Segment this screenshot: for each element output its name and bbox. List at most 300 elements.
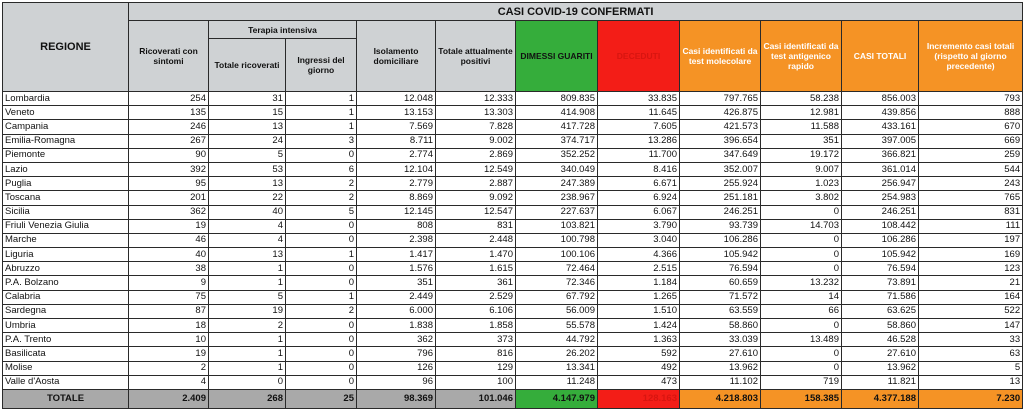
molecolare-cell: 106.286 [680, 233, 761, 247]
ingressi-cell: 0 [286, 219, 357, 233]
ingressi-cell: 0 [286, 276, 357, 290]
ingressi-cell: 0 [286, 375, 357, 389]
isolamento-cell: 362 [357, 333, 436, 347]
ricoverati-cell: 392 [129, 162, 209, 176]
deceduti-cell: 1.363 [598, 333, 680, 347]
isolamento-cell: 6.000 [357, 304, 436, 318]
incremento-cell: 888 [919, 106, 1023, 120]
incremento-cell: 197 [919, 233, 1023, 247]
isolamento-cell: 351 [357, 276, 436, 290]
table-row [3, 177, 1023, 191]
antigenico-cell: 0 [761, 248, 842, 262]
incremento-header: Incremento casi totali (rispetto al giorno precedente) [919, 21, 1023, 92]
ricoverati-cell: 201 [129, 191, 209, 205]
region-name: P.A. Trento [3, 333, 129, 347]
antigenico-cell: 11.588 [761, 120, 842, 134]
molecolare-cell: 13.962 [680, 361, 761, 375]
ricoverati-cell: 246 [129, 120, 209, 134]
total-ingressi-cell: 25 [286, 389, 357, 408]
table-row [3, 304, 1023, 318]
region-name: Calabria [3, 290, 129, 304]
totale-ricoverati-cell: 40 [209, 205, 286, 219]
positivi-cell: 2.448 [436, 233, 516, 247]
positivi-cell: 13.303 [436, 106, 516, 120]
total-casi-totali-cell: 4.377.188 [842, 389, 919, 408]
incremento-cell: 793 [919, 92, 1023, 106]
casi-totali-cell: 856.003 [842, 92, 919, 106]
covid-cases-table [2, 2, 1023, 409]
ricoverati-cell: 38 [129, 262, 209, 276]
molecolare-cell: 352.007 [680, 162, 761, 176]
casi-totali-cell: 366.821 [842, 148, 919, 162]
region-name: Lazio [3, 162, 129, 176]
positivi-cell: 7.828 [436, 120, 516, 134]
deceduti-cell: 33.835 [598, 92, 680, 106]
molecolare-cell: 33.039 [680, 333, 761, 347]
region-name: Campania [3, 120, 129, 134]
totale-ricoverati-cell: 22 [209, 191, 286, 205]
table-row [3, 134, 1023, 148]
totale-ricoverati-cell: 13 [209, 248, 286, 262]
table-row [3, 262, 1023, 276]
antigenico-cell: 12.981 [761, 106, 842, 120]
deceduti-cell: 1.265 [598, 290, 680, 304]
antigenico-cell: 0 [761, 319, 842, 333]
incremento-cell: 765 [919, 191, 1023, 205]
ingressi-cell: 1 [286, 92, 357, 106]
antigenico-cell: 0 [761, 233, 842, 247]
isolamento-cell: 2.398 [357, 233, 436, 247]
deceduti-cell: 592 [598, 347, 680, 361]
dimessi-cell: 26.202 [516, 347, 598, 361]
incremento-cell: 544 [919, 162, 1023, 176]
totale-ricoverati-cell: 4 [209, 219, 286, 233]
totale-ricoverati-cell: 5 [209, 148, 286, 162]
table-row [3, 120, 1023, 134]
ricoverati-cell: 46 [129, 233, 209, 247]
isolamento-cell: 12.145 [357, 205, 436, 219]
ricoverati-cell: 87 [129, 304, 209, 318]
isolamento-cell: 1.417 [357, 248, 436, 262]
deceduti-cell: 3.790 [598, 219, 680, 233]
deceduti-cell: 1.184 [598, 276, 680, 290]
positivi-cell: 129 [436, 361, 516, 375]
antigenico-cell: 0 [761, 262, 842, 276]
incremento-cell: 164 [919, 290, 1023, 304]
incremento-cell: 522 [919, 304, 1023, 318]
total-ricoverati-cell: 2.409 [129, 389, 209, 408]
antigenico-cell: 719 [761, 375, 842, 389]
totale-ricoverati-cell: 1 [209, 361, 286, 375]
regione-header: REGIONE [3, 3, 129, 92]
positivi-cell: 2.529 [436, 290, 516, 304]
total-totale-ricoverati-cell: 268 [209, 389, 286, 408]
molecolare-cell: 797.765 [680, 92, 761, 106]
positivi-cell: 100 [436, 375, 516, 389]
dimessi-cell: 100.798 [516, 233, 598, 247]
total-label: TOTALE [3, 389, 129, 408]
table-row [3, 191, 1023, 205]
table-row [3, 148, 1023, 162]
region-name: Veneto [3, 106, 129, 120]
ricoverati-cell: 19 [129, 347, 209, 361]
dimessi-cell: 247.389 [516, 177, 598, 191]
region-name: Puglia [3, 177, 129, 191]
deceduti-cell: 6.924 [598, 191, 680, 205]
incremento-cell: 147 [919, 319, 1023, 333]
table-row [3, 248, 1023, 262]
isolamento-cell: 1.838 [357, 319, 436, 333]
dimessi-cell: 13.341 [516, 361, 598, 375]
dimessi-cell: 56.009 [516, 304, 598, 318]
region-name: Sicilia [3, 205, 129, 219]
deceduti-cell: 13.286 [598, 134, 680, 148]
ingressi-cell: 0 [286, 361, 357, 375]
molecolare-cell: 63.559 [680, 304, 761, 318]
positivi-cell: 2.887 [436, 177, 516, 191]
isolamento-cell: 8.869 [357, 191, 436, 205]
casi-totali-cell: 63.625 [842, 304, 919, 318]
table-row [3, 375, 1023, 389]
terapia-intensiva-header: Terapia intensiva [209, 21, 357, 39]
ricoverati-cell: 40 [129, 248, 209, 262]
dimessi-cell: 72.346 [516, 276, 598, 290]
ricoverati-cell: 75 [129, 290, 209, 304]
ricoverati-cell: 9 [129, 276, 209, 290]
antigenico-header: Casi identificati da test antigenico rapido [761, 21, 842, 92]
dimessi-cell: 374.717 [516, 134, 598, 148]
region-name: Emilia-Romagna [3, 134, 129, 148]
casi-totali-cell: 361.014 [842, 162, 919, 176]
ricoverati-cell: 18 [129, 319, 209, 333]
covid-table-container [2, 2, 1022, 416]
ricoverati-cell: 90 [129, 148, 209, 162]
antigenico-cell: 14 [761, 290, 842, 304]
molecolare-cell: 421.573 [680, 120, 761, 134]
table-row [3, 92, 1023, 106]
isolamento-cell: 2.779 [357, 177, 436, 191]
region-name: Piemonte [3, 148, 129, 162]
positivi-cell: 831 [436, 219, 516, 233]
region-name: Friuli Venezia Giulia [3, 219, 129, 233]
positivi-cell: 2.869 [436, 148, 516, 162]
totale-ricoverati-cell: 1 [209, 333, 286, 347]
ingressi-cell: 1 [286, 106, 357, 120]
molecolare-cell: 255.924 [680, 177, 761, 191]
table-row [3, 205, 1023, 219]
antigenico-cell: 0 [761, 205, 842, 219]
totale-ricoverati-cell: 13 [209, 177, 286, 191]
molecolare-cell: 27.610 [680, 347, 761, 361]
ricoverati-cell: 10 [129, 333, 209, 347]
antigenico-cell: 19.172 [761, 148, 842, 162]
incremento-cell: 123 [919, 262, 1023, 276]
antigenico-cell: 9.007 [761, 162, 842, 176]
totale-ricoverati-header: Totale ricoverati [209, 39, 286, 92]
positivi-cell: 9.092 [436, 191, 516, 205]
ingressi-cell: 5 [286, 205, 357, 219]
dimessi-cell: 11.248 [516, 375, 598, 389]
ricoverati-header: Ricoverati con sintomi [129, 21, 209, 92]
table-body [3, 92, 1023, 409]
molecolare-cell: 347.649 [680, 148, 761, 162]
totale-ricoverati-cell: 1 [209, 347, 286, 361]
incremento-cell: 670 [919, 120, 1023, 134]
table-row [3, 290, 1023, 304]
region-name: Basilicata [3, 347, 129, 361]
molecolare-cell: 11.102 [680, 375, 761, 389]
antigenico-cell: 1.023 [761, 177, 842, 191]
total-row [3, 389, 1023, 408]
deceduti-cell: 4.366 [598, 248, 680, 262]
positivi-cell: 6.106 [436, 304, 516, 318]
isolamento-cell: 796 [357, 347, 436, 361]
table-row [3, 219, 1023, 233]
region-name: Sardegna [3, 304, 129, 318]
isolamento-cell: 7.569 [357, 120, 436, 134]
molecolare-cell: 76.594 [680, 262, 761, 276]
deceduti-cell: 492 [598, 361, 680, 375]
antigenico-cell: 66 [761, 304, 842, 318]
region-name: Abruzzo [3, 262, 129, 276]
casi-totali-cell: 11.821 [842, 375, 919, 389]
positivi-cell: 361 [436, 276, 516, 290]
dimessi-cell: 414.908 [516, 106, 598, 120]
isolamento-cell: 96 [357, 375, 436, 389]
molecolare-cell: 93.739 [680, 219, 761, 233]
totale-ricoverati-cell: 2 [209, 319, 286, 333]
region-name: Valle d'Aosta [3, 375, 129, 389]
casi-totali-cell: 254.983 [842, 191, 919, 205]
casi-totali-cell: 106.286 [842, 233, 919, 247]
ingressi-cell: 1 [286, 120, 357, 134]
incremento-cell: 111 [919, 219, 1023, 233]
deceduti-cell: 6.067 [598, 205, 680, 219]
dimessi-cell: 417.728 [516, 120, 598, 134]
ingressi-cell: 3 [286, 134, 357, 148]
ingressi-cell: 2 [286, 304, 357, 318]
isolamento-cell: 13.153 [357, 106, 436, 120]
deceduti-cell: 8.416 [598, 162, 680, 176]
positivi-header: Totale attualmente positivi [436, 21, 516, 92]
positivi-cell: 12.333 [436, 92, 516, 106]
total-incremento-cell: 7.230 [919, 389, 1023, 408]
deceduti-header: DECEDUTI [598, 21, 680, 92]
deceduti-cell: 1.510 [598, 304, 680, 318]
deceduti-cell: 1.424 [598, 319, 680, 333]
table-title: CASI COVID-19 CONFERMATI [129, 3, 1023, 21]
totale-ricoverati-cell: 53 [209, 162, 286, 176]
dimessi-cell: 100.106 [516, 248, 598, 262]
table-row [3, 162, 1023, 176]
region-name: Toscana [3, 191, 129, 205]
dimessi-cell: 352.252 [516, 148, 598, 162]
totale-ricoverati-cell: 1 [209, 276, 286, 290]
dimessi-cell: 340.049 [516, 162, 598, 176]
casi-totali-cell: 256.947 [842, 177, 919, 191]
positivi-cell: 12.547 [436, 205, 516, 219]
antigenico-cell: 58.238 [761, 92, 842, 106]
ingressi-cell: 1 [286, 290, 357, 304]
isolamento-cell: 2.449 [357, 290, 436, 304]
ingressi-cell: 2 [286, 177, 357, 191]
deceduti-cell: 6.671 [598, 177, 680, 191]
region-name: P.A. Bolzano [3, 276, 129, 290]
casi-totali-cell: 27.610 [842, 347, 919, 361]
incremento-cell: 13 [919, 375, 1023, 389]
incremento-cell: 169 [919, 248, 1023, 262]
casi-totali-cell: 73.891 [842, 276, 919, 290]
totale-ricoverati-cell: 1 [209, 262, 286, 276]
total-molecolare-cell: 4.218.803 [680, 389, 761, 408]
casi-totali-cell: 246.251 [842, 205, 919, 219]
ingressi-header: Ingressi del giorno [286, 39, 357, 92]
isolamento-cell: 1.576 [357, 262, 436, 276]
casi-totali-cell: 108.442 [842, 219, 919, 233]
total-positivi-cell: 101.046 [436, 389, 516, 408]
region-name: Umbria [3, 319, 129, 333]
dimessi-cell: 809.835 [516, 92, 598, 106]
totale-ricoverati-cell: 13 [209, 120, 286, 134]
total-isolamento-cell: 98.369 [357, 389, 436, 408]
molecolare-cell: 426.875 [680, 106, 761, 120]
casi-totali-cell: 58.860 [842, 319, 919, 333]
molecolare-cell: 105.942 [680, 248, 761, 262]
positivi-cell: 373 [436, 333, 516, 347]
antigenico-cell: 13.232 [761, 276, 842, 290]
deceduti-cell: 11.700 [598, 148, 680, 162]
ingressi-cell: 0 [286, 233, 357, 247]
incremento-cell: 243 [919, 177, 1023, 191]
isolamento-cell: 126 [357, 361, 436, 375]
incremento-cell: 669 [919, 134, 1023, 148]
ingressi-cell: 0 [286, 319, 357, 333]
table-row [3, 106, 1023, 120]
ricoverati-cell: 19 [129, 219, 209, 233]
totale-ricoverati-cell: 31 [209, 92, 286, 106]
dimessi-cell: 55.578 [516, 319, 598, 333]
molecolare-header: Casi identificati da test molecolare [680, 21, 761, 92]
deceduti-cell: 3.040 [598, 233, 680, 247]
positivi-cell: 9.002 [436, 134, 516, 148]
ricoverati-cell: 4 [129, 375, 209, 389]
ricoverati-cell: 135 [129, 106, 209, 120]
positivi-cell: 12.549 [436, 162, 516, 176]
antigenico-cell: 3.802 [761, 191, 842, 205]
totale-ricoverati-cell: 4 [209, 233, 286, 247]
region-name: Molise [3, 361, 129, 375]
ingressi-cell: 0 [286, 333, 357, 347]
positivi-cell: 816 [436, 347, 516, 361]
total-antigenico-cell: 158.385 [761, 389, 842, 408]
casi-totali-cell: 433.161 [842, 120, 919, 134]
deceduti-cell: 473 [598, 375, 680, 389]
region-name: Liguria [3, 248, 129, 262]
table-row [3, 361, 1023, 375]
totale-ricoverati-cell: 24 [209, 134, 286, 148]
table-row [3, 347, 1023, 361]
total-dimessi-cell: 4.147.979 [516, 389, 598, 408]
dimessi-cell: 67.792 [516, 290, 598, 304]
dimessi-cell: 44.792 [516, 333, 598, 347]
deceduti-cell: 11.645 [598, 106, 680, 120]
dimessi-cell: 103.821 [516, 219, 598, 233]
deceduti-cell: 2.515 [598, 262, 680, 276]
ingressi-cell: 2 [286, 191, 357, 205]
isolamento-header: Isolamento domiciliare [357, 21, 436, 92]
molecolare-cell: 251.181 [680, 191, 761, 205]
region-name: Marche [3, 233, 129, 247]
ingressi-cell: 0 [286, 347, 357, 361]
ingressi-cell: 1 [286, 248, 357, 262]
isolamento-cell: 12.048 [357, 92, 436, 106]
casi-totali-cell: 76.594 [842, 262, 919, 276]
antigenico-cell: 0 [761, 347, 842, 361]
ricoverati-cell: 254 [129, 92, 209, 106]
casi-totali-header: CASI TOTALI [842, 21, 919, 92]
table-row [3, 319, 1023, 333]
dimessi-header: DIMESSI GUARITI [516, 21, 598, 92]
totale-ricoverati-cell: 19 [209, 304, 286, 318]
positivi-cell: 1.858 [436, 319, 516, 333]
molecolare-cell: 60.659 [680, 276, 761, 290]
molecolare-cell: 396.654 [680, 134, 761, 148]
molecolare-cell: 58.860 [680, 319, 761, 333]
antigenico-cell: 351 [761, 134, 842, 148]
ingressi-cell: 6 [286, 162, 357, 176]
totale-ricoverati-cell: 5 [209, 290, 286, 304]
molecolare-cell: 246.251 [680, 205, 761, 219]
isolamento-cell: 2.774 [357, 148, 436, 162]
casi-totali-cell: 439.856 [842, 106, 919, 120]
casi-totali-cell: 46.528 [842, 333, 919, 347]
ingressi-cell: 0 [286, 262, 357, 276]
region-name: Lombardia [3, 92, 129, 106]
ingressi-cell: 0 [286, 148, 357, 162]
incremento-cell: 21 [919, 276, 1023, 290]
dimessi-cell: 227.637 [516, 205, 598, 219]
table-row [3, 276, 1023, 290]
incremento-cell: 63 [919, 347, 1023, 361]
incremento-cell: 831 [919, 205, 1023, 219]
molecolare-cell: 71.572 [680, 290, 761, 304]
isolamento-cell: 8.711 [357, 134, 436, 148]
deceduti-cell: 7.605 [598, 120, 680, 134]
casi-totali-cell: 13.962 [842, 361, 919, 375]
dimessi-cell: 238.967 [516, 191, 598, 205]
incremento-cell: 33 [919, 333, 1023, 347]
casi-totali-cell: 397.005 [842, 134, 919, 148]
positivi-cell: 1.615 [436, 262, 516, 276]
isolamento-cell: 808 [357, 219, 436, 233]
incremento-cell: 259 [919, 148, 1023, 162]
ricoverati-cell: 95 [129, 177, 209, 191]
ricoverati-cell: 2 [129, 361, 209, 375]
ricoverati-cell: 267 [129, 134, 209, 148]
positivi-cell: 1.470 [436, 248, 516, 262]
casi-totali-cell: 105.942 [842, 248, 919, 262]
isolamento-cell: 12.104 [357, 162, 436, 176]
totale-ricoverati-cell: 15 [209, 106, 286, 120]
totale-ricoverati-cell: 0 [209, 375, 286, 389]
table-row [3, 233, 1023, 247]
antigenico-cell: 14.703 [761, 219, 842, 233]
table-row [3, 333, 1023, 347]
casi-totali-cell: 71.586 [842, 290, 919, 304]
antigenico-cell: 13.489 [761, 333, 842, 347]
antigenico-cell: 0 [761, 361, 842, 375]
incremento-cell: 5 [919, 361, 1023, 375]
